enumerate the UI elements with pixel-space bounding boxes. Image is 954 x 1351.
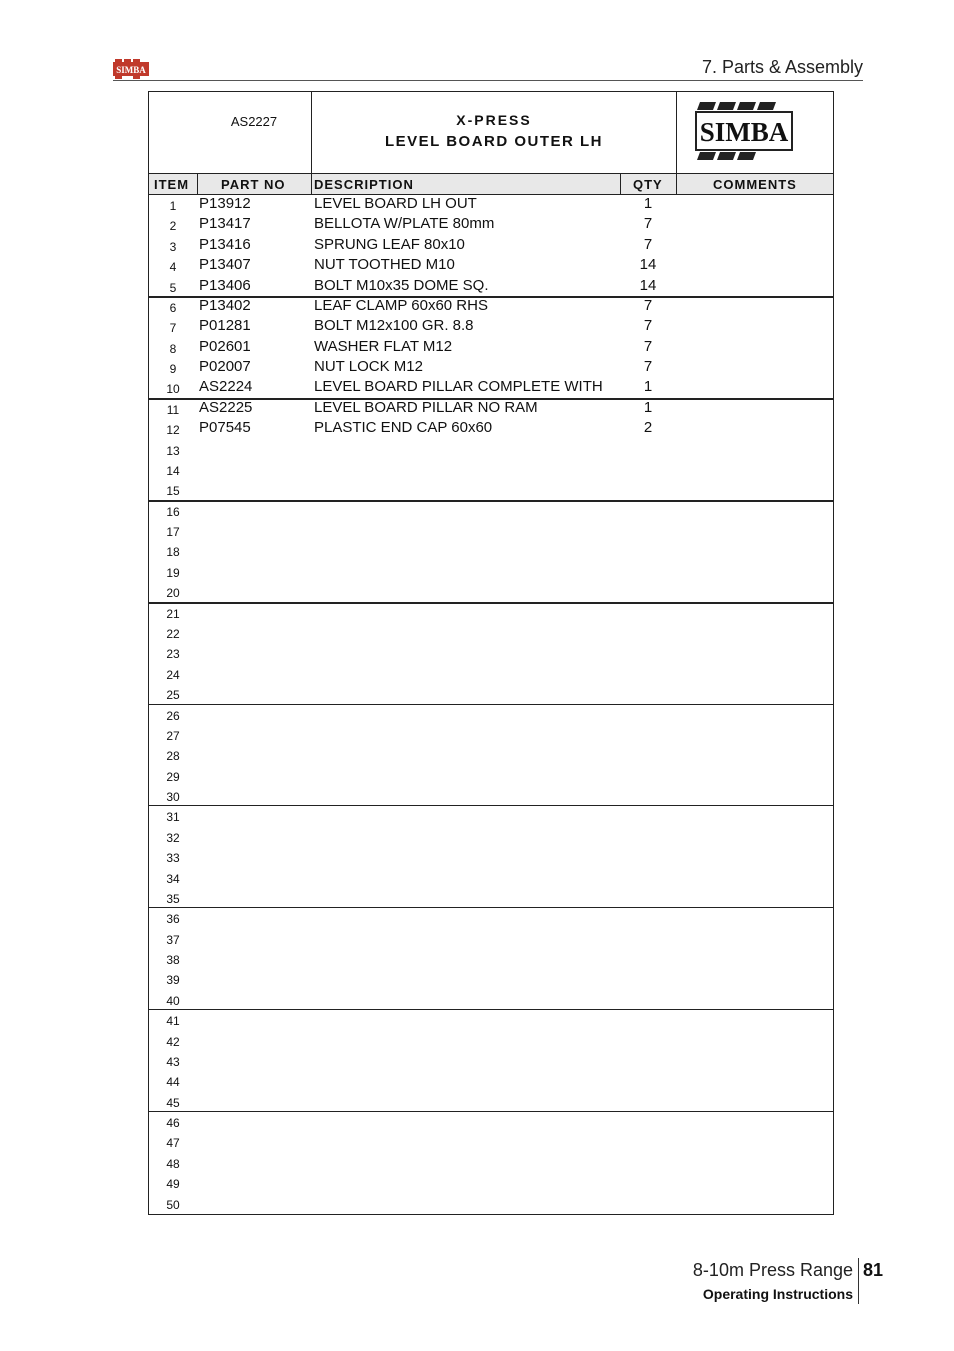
row-part-number: P01281 bbox=[199, 317, 251, 335]
table-row bbox=[149, 1153, 833, 1173]
table-row bbox=[149, 786, 833, 806]
assembly-number: AS2227 bbox=[230, 114, 278, 129]
table-row bbox=[149, 1071, 833, 1091]
logo-text: SIMBA bbox=[699, 117, 789, 147]
row-quantity: 14 bbox=[639, 276, 657, 294]
row-item-number: 28 bbox=[166, 749, 180, 764]
table-row bbox=[149, 827, 833, 847]
table-row bbox=[149, 521, 833, 541]
table-row bbox=[149, 256, 833, 276]
row-part-number: P07545 bbox=[199, 419, 251, 437]
table-row bbox=[149, 868, 833, 888]
table-row bbox=[149, 236, 833, 256]
row-item-number: 2 bbox=[169, 219, 177, 234]
row-item-number: 11 bbox=[166, 402, 180, 417]
row-description: WASHER FLAT M12 bbox=[314, 337, 453, 355]
row-quantity: 7 bbox=[643, 235, 653, 253]
row-quantity: 2 bbox=[643, 419, 653, 437]
row-item-number: 10 bbox=[166, 382, 180, 397]
row-quantity: 7 bbox=[643, 358, 653, 376]
row-part-number: P02601 bbox=[199, 337, 251, 355]
row-quantity: 7 bbox=[643, 317, 653, 335]
table-row bbox=[149, 501, 833, 521]
table-row bbox=[149, 766, 833, 786]
row-item-number: 32 bbox=[166, 830, 180, 845]
header-divider bbox=[676, 92, 677, 173]
sheet-title-line2: LEVEL BOARD OUTER LH bbox=[384, 133, 604, 150]
row-description: LEAF CLAMP 60x60 RHS bbox=[314, 296, 488, 314]
col-description: DESCRIPTION bbox=[314, 177, 414, 192]
sheet-header bbox=[149, 92, 833, 173]
row-item-number: 7 bbox=[169, 321, 177, 336]
table-row bbox=[149, 623, 833, 643]
table-row bbox=[149, 949, 833, 969]
row-item-number: 24 bbox=[166, 667, 180, 682]
table-row bbox=[149, 1092, 833, 1112]
row-item-number: 5 bbox=[169, 280, 177, 295]
footer-title: 8-10m Press Range bbox=[692, 1260, 853, 1280]
table-row bbox=[149, 806, 833, 826]
table-row bbox=[149, 1031, 833, 1051]
table-row bbox=[149, 480, 833, 500]
row-item-number: 39 bbox=[166, 973, 180, 988]
row-item-number: 18 bbox=[166, 545, 180, 560]
col-separator bbox=[676, 174, 677, 194]
row-quantity: 1 bbox=[643, 195, 653, 212]
row-item-number: 6 bbox=[169, 300, 177, 315]
row-part-number: P13417 bbox=[199, 215, 251, 233]
row-item-number: 23 bbox=[166, 647, 180, 662]
row-item-number: 42 bbox=[166, 1034, 180, 1049]
row-part-number: AS2225 bbox=[199, 398, 253, 416]
row-item-number: 47 bbox=[166, 1136, 180, 1151]
table-row bbox=[149, 277, 833, 297]
table-row bbox=[149, 745, 833, 765]
row-quantity: 1 bbox=[643, 378, 653, 396]
table-row bbox=[149, 1051, 833, 1071]
row-quantity: 14 bbox=[639, 256, 657, 274]
row-part-number: P13407 bbox=[199, 256, 251, 274]
row-description: LEVEL BOARD PILLAR COMPLETE WITH bbox=[314, 378, 603, 396]
table-row bbox=[149, 664, 833, 684]
table-row bbox=[149, 969, 833, 989]
table-row bbox=[149, 297, 833, 317]
row-part-number: P13406 bbox=[199, 276, 251, 294]
row-item-number: 49 bbox=[166, 1177, 180, 1192]
table-row bbox=[149, 1173, 833, 1193]
section-title: 7. Parts & Assembly bbox=[701, 57, 863, 77]
table-row bbox=[149, 460, 833, 480]
table-row bbox=[149, 603, 833, 623]
row-item-number: 4 bbox=[169, 260, 177, 275]
col-item: ITEM bbox=[154, 177, 190, 192]
row-item-number: 25 bbox=[166, 688, 180, 703]
table-row bbox=[149, 582, 833, 602]
row-description: BOLT M10x35 DOME SQ. bbox=[314, 276, 489, 294]
table-row bbox=[149, 1112, 833, 1132]
parts-rows bbox=[149, 195, 833, 1214]
row-part-number: P13402 bbox=[199, 296, 251, 314]
row-item-number: 29 bbox=[166, 769, 180, 784]
row-item-number: 19 bbox=[166, 565, 180, 580]
row-item-number: 43 bbox=[166, 1054, 180, 1069]
row-part-number: P13912 bbox=[199, 195, 251, 212]
row-quantity: 7 bbox=[643, 337, 653, 355]
table-row bbox=[149, 1010, 833, 1030]
col-separator bbox=[197, 174, 198, 194]
table-row bbox=[149, 847, 833, 867]
row-item-number: 33 bbox=[166, 851, 180, 866]
row-item-number: 44 bbox=[166, 1075, 180, 1090]
row-item-number: 45 bbox=[166, 1095, 180, 1110]
row-item-number: 8 bbox=[169, 341, 177, 356]
col-qty: QTY bbox=[633, 177, 663, 192]
table-row bbox=[149, 1132, 833, 1152]
table-row bbox=[149, 1194, 833, 1214]
table-row bbox=[149, 358, 833, 378]
table-row bbox=[149, 929, 833, 949]
row-description: LEVEL BOARD LH OUT bbox=[314, 195, 477, 212]
row-description: SPRUNG LEAF 80x10 bbox=[314, 235, 465, 253]
row-item-number: 30 bbox=[166, 790, 180, 805]
small-logo-text: SIMBA bbox=[116, 65, 146, 75]
row-item-number: 41 bbox=[166, 1014, 180, 1029]
row-quantity: 1 bbox=[643, 398, 653, 416]
table-row bbox=[149, 888, 833, 908]
row-item-number: 22 bbox=[166, 626, 180, 641]
table-row bbox=[149, 908, 833, 928]
table-row bbox=[149, 541, 833, 561]
row-item-number: 3 bbox=[169, 239, 177, 254]
row-quantity: 7 bbox=[643, 296, 653, 314]
row-item-number: 14 bbox=[166, 463, 180, 478]
row-item-number: 1 bbox=[169, 199, 177, 213]
row-item-number: 13 bbox=[166, 443, 180, 458]
table-row bbox=[149, 338, 833, 358]
table-row bbox=[149, 990, 833, 1010]
row-description: PLASTIC END CAP 60x60 bbox=[314, 419, 493, 437]
row-description: BELLOTA W/PLATE 80mm bbox=[314, 215, 495, 233]
col-separator bbox=[311, 174, 312, 194]
table-row bbox=[149, 643, 833, 663]
row-item-number: 17 bbox=[166, 525, 180, 540]
row-item-number: 20 bbox=[166, 586, 180, 601]
sheet-title-line1: X-PRESS bbox=[456, 112, 532, 128]
row-item-number: 37 bbox=[166, 932, 180, 947]
col-separator bbox=[620, 174, 621, 194]
table-row bbox=[149, 684, 833, 704]
row-part-number: P13416 bbox=[199, 235, 251, 253]
table-row bbox=[149, 419, 833, 439]
row-item-number: 15 bbox=[166, 484, 180, 499]
parts-sheet bbox=[148, 91, 834, 1215]
row-item-number: 26 bbox=[166, 708, 180, 723]
simba-small-logo bbox=[113, 59, 149, 79]
row-quantity: 7 bbox=[643, 215, 653, 233]
row-item-number: 16 bbox=[166, 504, 180, 519]
row-description: NUT TOOTHED M10 bbox=[314, 256, 455, 274]
simba-logo bbox=[694, 100, 794, 162]
row-item-number: 50 bbox=[166, 1197, 180, 1212]
footer-subtitle: Operating Instructions bbox=[702, 1286, 853, 1302]
row-description: BOLT M12x100 GR. 8.8 bbox=[314, 317, 474, 335]
table-row bbox=[149, 215, 833, 235]
table-row bbox=[149, 725, 833, 745]
row-item-number: 12 bbox=[166, 423, 180, 438]
row-item-number: 34 bbox=[166, 871, 180, 886]
row-item-number: 35 bbox=[166, 891, 180, 906]
page-number: 81 bbox=[863, 1260, 884, 1280]
table-row bbox=[149, 705, 833, 725]
table-row bbox=[149, 195, 833, 215]
column-header-row bbox=[149, 173, 833, 195]
row-description: NUT LOCK M12 bbox=[314, 358, 423, 376]
col-part-no: PART NO bbox=[221, 177, 286, 192]
row-item-number: 31 bbox=[166, 810, 180, 825]
row-description: LEVEL BOARD PILLAR NO RAM bbox=[314, 398, 538, 416]
top-rule bbox=[113, 80, 863, 81]
table-row bbox=[149, 378, 833, 398]
row-part-number: P02007 bbox=[199, 358, 251, 376]
row-item-number: 36 bbox=[166, 912, 180, 927]
table-row bbox=[149, 399, 833, 419]
col-comments: COMMENTS bbox=[713, 177, 797, 192]
row-item-number: 40 bbox=[166, 993, 180, 1008]
footer-divider bbox=[858, 1258, 859, 1304]
row-item-number: 9 bbox=[169, 362, 177, 377]
row-item-number: 46 bbox=[166, 1116, 180, 1131]
table-row bbox=[149, 317, 833, 337]
row-item-number: 48 bbox=[166, 1156, 180, 1171]
row-item-number: 38 bbox=[166, 953, 180, 968]
table-row bbox=[149, 562, 833, 582]
row-item-number: 27 bbox=[166, 728, 180, 743]
row-part-number: AS2224 bbox=[199, 378, 253, 396]
row-item-number: 21 bbox=[166, 606, 180, 621]
table-row bbox=[149, 440, 833, 460]
